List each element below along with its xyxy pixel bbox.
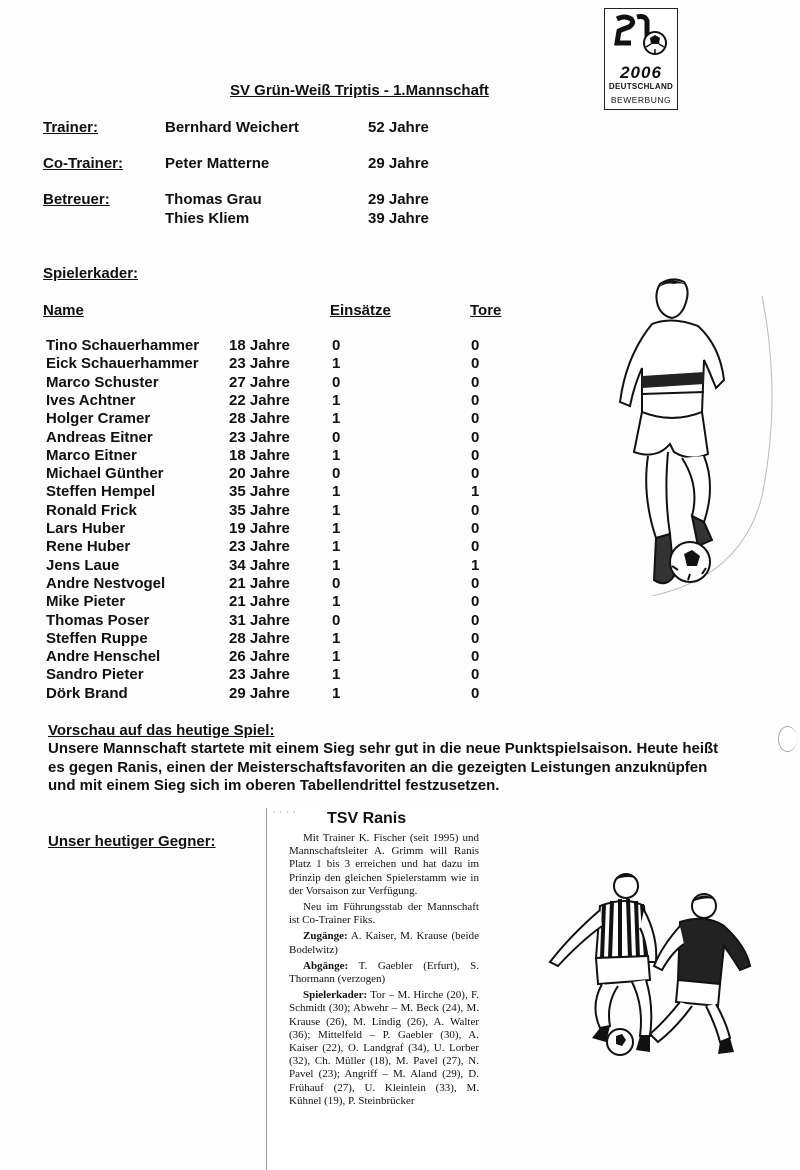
- player-name: Rene Huber: [46, 538, 131, 556]
- player-apps: 1: [332, 538, 341, 556]
- player-name: Marco Schuster: [46, 373, 159, 391]
- logo-glyph-icon: [611, 13, 669, 61]
- player-apps: 1: [332, 483, 341, 501]
- player-goals: 0: [471, 410, 480, 428]
- logo-caption: BEWERBUNG: [610, 95, 672, 105]
- player-goals: 1: [471, 483, 480, 501]
- world-cup-2006-logo: [604, 8, 678, 110]
- player-apps: 0: [332, 337, 341, 354]
- player-name: Ronald Frick: [46, 501, 137, 519]
- betreuer-name: Thomas Grau: [165, 191, 262, 208]
- player-age: 20 Jahre: [229, 465, 290, 483]
- clip-departures-label: Abgänge:: [303, 959, 349, 972]
- soccer-player-illustration: [612, 276, 782, 596]
- player-apps: 1: [332, 446, 341, 464]
- col-goals-header: Tore: [470, 302, 502, 319]
- clip-arrivals-label: Zugänge:: [303, 930, 348, 943]
- player-apps: 1: [332, 666, 341, 684]
- player-goals: 0: [471, 538, 480, 556]
- player-goals: 0: [471, 501, 480, 519]
- logo-country: DEUTSCHLAND: [608, 82, 674, 91]
- player-goals: 0: [471, 574, 480, 592]
- player-apps: 1: [332, 501, 341, 519]
- player-name: Steffen Hempel: [46, 483, 156, 501]
- player-age: 29 Jahre: [229, 684, 290, 702]
- clip-title: TSV Ranis: [327, 810, 407, 827]
- cotrainer-age: 29 Jahre: [368, 155, 429, 172]
- logo-year: 2006: [620, 63, 662, 82]
- player-goals: 0: [471, 593, 480, 611]
- player-age: 23 Jahre: [229, 428, 290, 446]
- col-apps-header: Einsätze: [330, 302, 391, 319]
- player-apps: 1: [332, 629, 341, 647]
- player-goals: 0: [471, 648, 480, 666]
- player-goals: 0: [471, 666, 480, 684]
- player-apps: 0: [332, 373, 341, 391]
- player-age: 28 Jahre: [229, 410, 290, 428]
- player-age: 35 Jahre: [229, 483, 290, 501]
- preview-text: Unsere Mannschaft startete mit einem Sieg sehr gut in die neue Punktspielsaison. Heute heißt es gegen Ranis, einen der Meisterschaftsfavoriten an die gezeigten Leistungen anzuknüpfen und mit einem Sieg sich im oberen Tabellendrittel festzusetzen.: [48, 740, 719, 794]
- player-name: Marco Eitner: [46, 446, 137, 464]
- player-age: 35 Jahre: [229, 501, 290, 519]
- betreuer-name: Thies Kliem: [165, 210, 250, 227]
- clip-departures-text: T. Gaebler (Erfurt), S. Thormann (verzogen): [289, 959, 479, 986]
- player-goals: 0: [471, 446, 480, 464]
- player-apps: 1: [332, 593, 341, 611]
- player-apps: 1: [332, 391, 341, 409]
- player-name: Holger Cramer: [46, 410, 151, 428]
- player-name: Mike Pieter: [46, 593, 126, 611]
- player-goals: 0: [471, 629, 480, 647]
- player-name: Jens Laue: [46, 556, 120, 574]
- player-name: Lars Huber: [46, 520, 126, 537]
- player-name: Andre Henschel: [46, 648, 161, 666]
- player-age: 34 Jahre: [229, 556, 290, 574]
- player-age: 19 Jahre: [229, 520, 290, 537]
- player-goals: 1: [471, 556, 480, 574]
- player-goals: 0: [471, 611, 480, 629]
- preview-heading: Vorschau auf das heutige Spiel:: [48, 722, 275, 739]
- clip-arrivals-text: A. Kaiser, M. Krause (beide Bodelwitz): [289, 930, 479, 956]
- player-goals: 0: [471, 391, 480, 409]
- col-name-header: Name: [43, 302, 84, 319]
- player-goals: 0: [471, 684, 480, 702]
- player-age: 22 Jahre: [229, 391, 290, 409]
- punch-hole: [778, 726, 797, 752]
- player-apps: 1: [332, 556, 341, 574]
- squad-heading: Spielerkader:: [43, 265, 139, 282]
- player-apps: 1: [332, 684, 341, 702]
- clip-squad: [289, 989, 479, 1108]
- clip-paragraph: Neu im Führungsstab der Mannschaft ist Co-Trainer Fiks.: [289, 901, 479, 927]
- player-age: 23 Jahre: [229, 355, 290, 373]
- player-age: 18 Jahre: [229, 446, 290, 464]
- clip-scan-noise: · · · ·: [273, 808, 297, 817]
- player-goals: 0: [471, 428, 480, 446]
- player-age: 21 Jahre: [229, 593, 290, 611]
- player-name: Steffen Ruppe: [46, 629, 148, 647]
- player-goals: 0: [471, 520, 480, 537]
- clip-paragraph: Mit Trainer K. Fischer (seit 1995) und Mannschaftsleiter A. Grimm will Ranis Platz 1 bis 3 erreichen und hat dazu im Prinzip den gleichen Spielerstamm wie in der Vorsaison zur Verfügung.: [289, 832, 479, 897]
- player-goals: 0: [471, 337, 480, 354]
- newspaper-clipping: [266, 808, 481, 1170]
- player-name: Eick Schauerhammer: [46, 355, 199, 373]
- trainer-label: Trainer:: [43, 119, 99, 136]
- player-age: 27 Jahre: [229, 373, 290, 391]
- clip-squad-text: Tor – M. Hirche (20), F. Schmidt (30); Abwehr – M. Beck (24), M. Krause (26), M. Lindig (26), A. Walter (36); Mittelfeld – P. Gaebler (30), A. Kaiser (22), O. Landgraf (34), U. Lorber (32), Ch. Müller (18), M. Pavel (27), N. Pavel (23); Angriff – M. Aland (29), D. Frühauf (27), U. Kleinlein (33), M. Kühnel (19), P. Steinbrücker: [289, 989, 479, 1107]
- clip-squad-label: Spielerkader:: [303, 989, 368, 1002]
- player-apps: 0: [332, 465, 341, 483]
- cotrainer-label: Co-Trainer:: [43, 155, 124, 172]
- player-age: 31 Jahre: [229, 611, 290, 629]
- player-name: Michael Günther: [46, 465, 164, 483]
- player-name: Dörk Brand: [46, 684, 128, 702]
- player-goals: 0: [471, 373, 480, 391]
- player-apps: 1: [332, 648, 341, 666]
- player-apps: 1: [332, 410, 341, 428]
- trainer-age: 52 Jahre: [368, 119, 429, 136]
- player-age: 26 Jahre: [229, 648, 290, 666]
- page-title: SV Grün-Weiß Triptis - 1.Mannschaft: [230, 82, 489, 99]
- player-goals: 0: [471, 465, 480, 483]
- player-name: Andreas Eitner: [46, 428, 153, 446]
- clip-body: [289, 832, 479, 1111]
- player-apps: 0: [332, 611, 341, 629]
- player-age: 18 Jahre: [229, 337, 290, 354]
- cotrainer-name: Peter Matterne: [165, 155, 270, 172]
- player-apps: 1: [332, 520, 341, 537]
- player-name: Ives Achtner: [46, 391, 136, 409]
- betreuer-age: 29 Jahre: [368, 191, 429, 208]
- player-age: 23 Jahre: [229, 666, 290, 684]
- betreuer-label: Betreuer:: [43, 191, 110, 208]
- player-name: Tino Schauerhammer: [46, 337, 200, 354]
- player-apps: 0: [332, 428, 341, 446]
- player-apps: 1: [332, 355, 341, 373]
- player-age: 28 Jahre: [229, 629, 290, 647]
- opponent-heading: Unser heutiger Gegner:: [48, 833, 216, 850]
- trainer-name: Bernhard Weichert: [165, 119, 299, 136]
- player-name: Thomas Poser: [46, 611, 150, 629]
- player-age: 23 Jahre: [229, 538, 290, 556]
- clip-departures: [289, 960, 479, 986]
- betreuer-age: 39 Jahre: [368, 210, 429, 227]
- player-apps: 0: [332, 574, 341, 592]
- player-name: Andre Nestvogel: [46, 574, 166, 592]
- player-name: Sandro Pieter: [46, 666, 144, 684]
- two-players-illustration: [540, 866, 760, 1066]
- clip-arrivals: [289, 930, 479, 956]
- player-goals: 0: [471, 355, 480, 373]
- player-age: 21 Jahre: [229, 574, 290, 592]
